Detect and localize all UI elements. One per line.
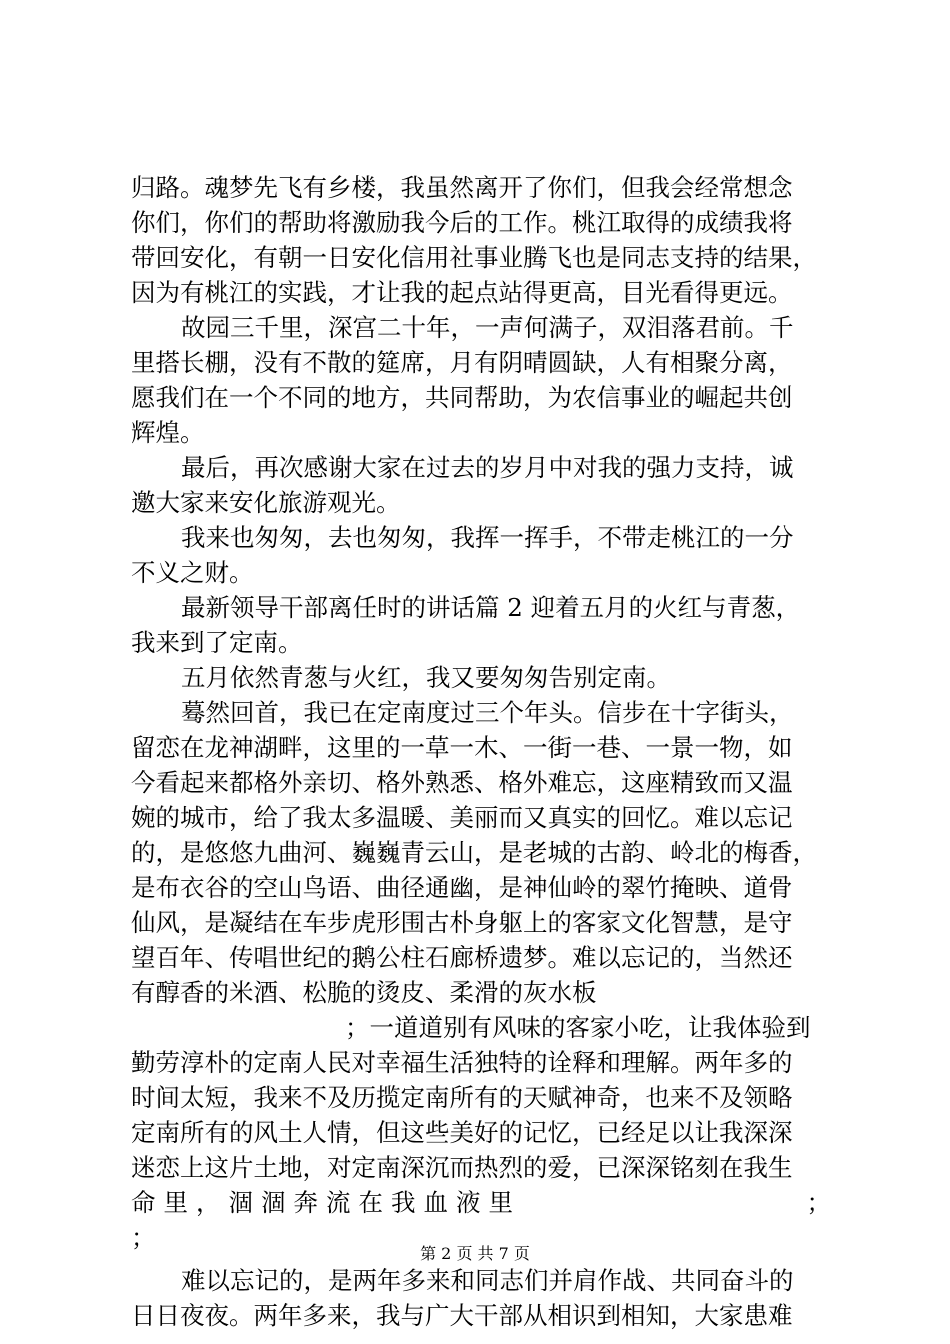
text-line: 因为有桃江的实践，才让我的起点站得更高，目光看得更远。 (131, 278, 793, 307)
text-line: 我来也匆匆，去也匆匆，我挥一挥手，不带走桃江的一分 (181, 523, 794, 552)
text-line: 愿我们在一个不同的地方，共同帮助，为农信事业的崛起共创 (131, 383, 793, 412)
text-line: 迷恋上这片土地，对定南深沉而热烈的爱，已深深铭刻在我生 (131, 1153, 793, 1182)
text-line: 的，是悠悠九曲河、巍巍青云山，是老城的古韵、岭北的梅香， (131, 838, 817, 867)
text-line: 勤劳淳朴的定南人民对幸福生活独特的诠释和理解。两年多的 (131, 1048, 793, 1077)
page-footer: 第 2 页 共 7 页 (420, 1244, 530, 1263)
paragraph-block-a (131, 170, 831, 1010)
text-line: 难以忘记的，是两年多来和同志们并肩作战、共同奋斗的 (181, 1266, 794, 1295)
text-line: 今看起来都格外亲切、格外熟悉、格外难忘，这座精致而又温 (131, 768, 793, 797)
spread-line-end: ； (806, 1188, 831, 1217)
text-line: 婉的城市，给了我太多温暖、美丽而又真实的回忆。难以忘记 (131, 803, 793, 832)
spread-line-text: 命里，涸涸奔流在我血液里 (131, 1188, 521, 1217)
text-line: 辉煌。 (131, 418, 205, 447)
text-line: ；一道道别有风味的客家小吃，让我体验到 (345, 1013, 811, 1042)
text-line: 五月依然青葱与火红，我又要匆匆告别定南。 (181, 663, 671, 692)
text-line: 留恋在龙神湖畔，这里的一草一木、一街一巷、一景一物，如 (131, 733, 793, 762)
text-line: 你们，你们的帮助将激励我今后的工作。桃江取得的成绩我将 (131, 208, 793, 237)
text-line: 故园三千里，深宫二十年，一声何满子，双泪落君前。千 (181, 313, 794, 342)
text-line: 蓦然回首，我已在定南度过三个年头。信步在十字街头， (181, 698, 794, 727)
text-line: 是布衣谷的空山鸟语、曲径通幽，是神仙岭的翠竹掩映、道骨 (131, 873, 793, 902)
text-line: 定南所有的风土人情，但这些美好的记忆，已经足以让我深深 (131, 1118, 793, 1147)
text-line: 归路。魂梦先飞有乡楼，我虽然离开了你们，但我会经常想念 (131, 173, 793, 202)
paragraph-block-c (131, 1263, 831, 1333)
text-line: 带回安化，有朝一日安化信用社事业腾飞也是同志支持的结果， (131, 243, 817, 272)
body-text (131, 170, 831, 1333)
text-line: 望百年、传唱世纪的鹅公柱石廊桥遗梦。难以忘记的，当然还 (131, 943, 793, 972)
text-line: 不义之财。 (131, 558, 254, 587)
text-line: 邀大家来安化旅游观光。 (131, 488, 401, 517)
text-line: 仙风，是凝结在车步虎形围古朴身躯上的客家文化智慧，是守 (131, 908, 793, 937)
text-line-semicolon: ； (131, 1223, 156, 1252)
text-line: 最新领导干部离任时的讲话篇 2 迎着五月的火红与青葱， (181, 593, 801, 622)
text-line: 最后，再次感谢大家在过去的岁月中对我的强力支持，诚 (181, 453, 794, 482)
text-line: 我来到了定南。 (131, 628, 303, 657)
paragraph-block-b (131, 1045, 831, 1185)
text-line: 有醇香的米酒、松脆的烫皮、柔滑的灰水板 (131, 978, 597, 1007)
text-line-spread (131, 1185, 831, 1220)
text-line: 里搭长棚，没有不散的筵席，月有阴晴圆缺，人有相聚分离， (131, 348, 793, 377)
text-line: 日日夜夜。两年多来，我与广大干部从相识到相知，大家患难 (131, 1301, 793, 1330)
text-line: 时间太短，我来不及历揽定南所有的天赋神奇，也来不及领略 (131, 1083, 793, 1112)
